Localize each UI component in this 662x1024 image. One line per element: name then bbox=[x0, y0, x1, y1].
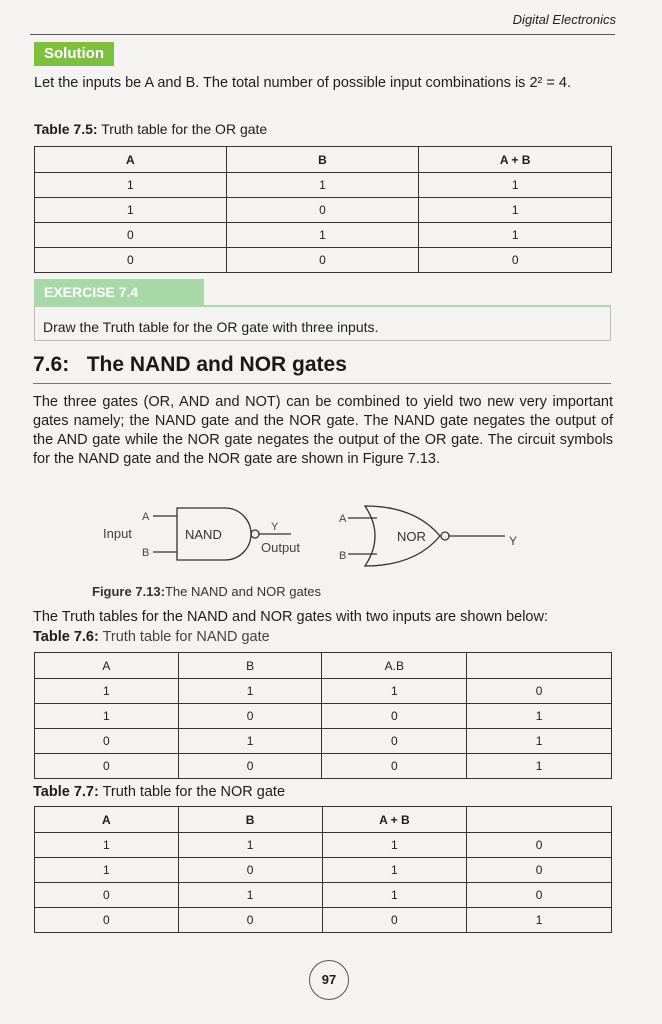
cell: 0 bbox=[322, 704, 467, 729]
cell: 1 bbox=[467, 704, 612, 729]
table-row bbox=[35, 704, 612, 729]
cell: 1 bbox=[226, 223, 419, 248]
cell: 1 bbox=[322, 833, 467, 858]
table-row bbox=[35, 754, 612, 779]
table-nor bbox=[34, 806, 612, 933]
section-divider bbox=[33, 383, 611, 384]
cell: 0 bbox=[35, 248, 227, 273]
nor-input-b: B bbox=[339, 550, 347, 562]
table-7-7-caption-label: Table 7.7: bbox=[33, 784, 99, 800]
table-row bbox=[35, 908, 612, 933]
cell: 1 bbox=[419, 223, 612, 248]
table-row bbox=[35, 729, 612, 754]
header-cell bbox=[467, 653, 612, 679]
solution-tag: Solution bbox=[34, 42, 114, 66]
cell: 1 bbox=[178, 729, 322, 754]
figure-caption-text: The NAND and NOR gates bbox=[164, 584, 322, 599]
nor-output-y: Y bbox=[509, 534, 518, 548]
exercise-box bbox=[34, 305, 611, 341]
cell: 0 bbox=[178, 754, 322, 779]
table-7-6-caption-text: Truth table for NAND gate bbox=[102, 629, 270, 645]
cell: 0 bbox=[178, 704, 322, 729]
table-row bbox=[35, 223, 612, 248]
header-cell: A + B bbox=[322, 807, 467, 833]
header-cell: B bbox=[226, 147, 419, 173]
header-cell: A bbox=[35, 653, 179, 679]
nand-gate-label: NAND bbox=[185, 527, 222, 542]
table-7-6-caption-label: Table 7.6: bbox=[33, 629, 99, 645]
cell: 1 bbox=[178, 679, 322, 704]
cell: 0 bbox=[35, 908, 179, 933]
cell: 1 bbox=[322, 679, 467, 704]
table-or bbox=[34, 146, 612, 273]
cell: 1 bbox=[35, 173, 227, 198]
cell: 0 bbox=[467, 883, 612, 908]
cell: 1 bbox=[35, 704, 179, 729]
table-7-7-caption-text: Truth table for the NOR gate bbox=[102, 784, 286, 800]
cell: 1 bbox=[35, 858, 179, 883]
cell: 1 bbox=[467, 908, 612, 933]
cell: 1 bbox=[35, 833, 179, 858]
table-7-5-caption bbox=[34, 121, 267, 137]
cell: 1 bbox=[226, 173, 419, 198]
solution-text: Let the inputs be A and B. The total number of possible input combinations is 2² = 4. bbox=[34, 75, 571, 91]
table-row bbox=[35, 858, 612, 883]
table-row bbox=[35, 248, 612, 273]
running-header: Digital Electronics bbox=[512, 12, 616, 27]
header-cell bbox=[467, 807, 612, 833]
cell: 0 bbox=[178, 908, 322, 933]
figure-caption bbox=[92, 584, 321, 599]
table-row bbox=[35, 147, 612, 173]
table-row bbox=[35, 833, 612, 858]
tables-intro: The Truth tables for the NAND and NOR gates with two inputs are shown below: bbox=[33, 609, 548, 625]
table-7-5-caption-text: Truth table for the OR gate bbox=[101, 121, 268, 137]
cell: 0 bbox=[178, 858, 322, 883]
cell: 0 bbox=[322, 729, 467, 754]
table-row bbox=[35, 653, 612, 679]
section-paragraph: The three gates (OR, AND and NOT) can be combined to yield two new very important gates namely; the NAND gate and the NOR gate. The NAND gate negates the output of the AND gate while the NOR gate negates the output of the OR gate. The circuit symbols for the NAND gate and the NOR gate are shown in Figure 7.13. bbox=[33, 394, 613, 467]
cell: 1 bbox=[419, 173, 612, 198]
nand-output-y: Y bbox=[271, 521, 279, 533]
nor-gate-label: NOR bbox=[397, 529, 426, 544]
cell: 0 bbox=[35, 754, 179, 779]
page-number: 97 bbox=[309, 960, 349, 1000]
cell: 1 bbox=[178, 833, 322, 858]
table-row bbox=[35, 883, 612, 908]
header-cell: B bbox=[178, 807, 322, 833]
cell: 1 bbox=[178, 883, 322, 908]
cell: 0 bbox=[467, 858, 612, 883]
header-cell: B bbox=[178, 653, 322, 679]
cell: 0 bbox=[35, 223, 227, 248]
nand-output-label: Output bbox=[261, 540, 301, 555]
nor-gate-symbol bbox=[348, 506, 505, 566]
cell: 0 bbox=[226, 248, 419, 273]
table-nand bbox=[34, 652, 612, 779]
table-row bbox=[35, 807, 612, 833]
nand-input-label: Input bbox=[103, 526, 132, 541]
table-7-7-caption bbox=[33, 784, 285, 800]
figure-caption-label: Figure 7.13: bbox=[92, 584, 165, 599]
header-cell: A bbox=[35, 147, 227, 173]
header-cell: A.B bbox=[322, 653, 467, 679]
header-cell: A bbox=[35, 807, 179, 833]
table-row bbox=[35, 198, 612, 223]
header-cell: A + B bbox=[419, 147, 612, 173]
section-title: 7.6: The NAND and NOR gates bbox=[33, 353, 347, 376]
cell: 1 bbox=[419, 198, 612, 223]
nand-input-a: A bbox=[142, 511, 150, 523]
table-row bbox=[35, 173, 612, 198]
cell: 1 bbox=[322, 883, 467, 908]
cell: 0 bbox=[419, 248, 612, 273]
cell: 0 bbox=[467, 833, 612, 858]
cell: 1 bbox=[322, 858, 467, 883]
cell: 0 bbox=[35, 729, 179, 754]
table-7-6-caption bbox=[33, 629, 270, 645]
cell: 1 bbox=[467, 754, 612, 779]
cell: 1 bbox=[467, 729, 612, 754]
cell: 1 bbox=[35, 198, 227, 223]
cell: 0 bbox=[322, 754, 467, 779]
header-divider bbox=[30, 34, 615, 35]
nand-input-b: B bbox=[142, 547, 150, 559]
exercise-tag: EXERCISE 7.4 bbox=[34, 279, 204, 305]
table-7-5-caption-label: Table 7.5: bbox=[34, 121, 98, 137]
table-row bbox=[35, 679, 612, 704]
cell: 1 bbox=[35, 679, 179, 704]
cell: 0 bbox=[322, 908, 467, 933]
logic-gate-figure bbox=[95, 500, 535, 580]
cell: 0 bbox=[467, 679, 612, 704]
cell: 0 bbox=[35, 883, 179, 908]
exercise-text: Draw the Truth table for the OR gate with three inputs. bbox=[43, 319, 379, 335]
cell: 0 bbox=[226, 198, 419, 223]
nor-input-a: A bbox=[339, 513, 347, 525]
